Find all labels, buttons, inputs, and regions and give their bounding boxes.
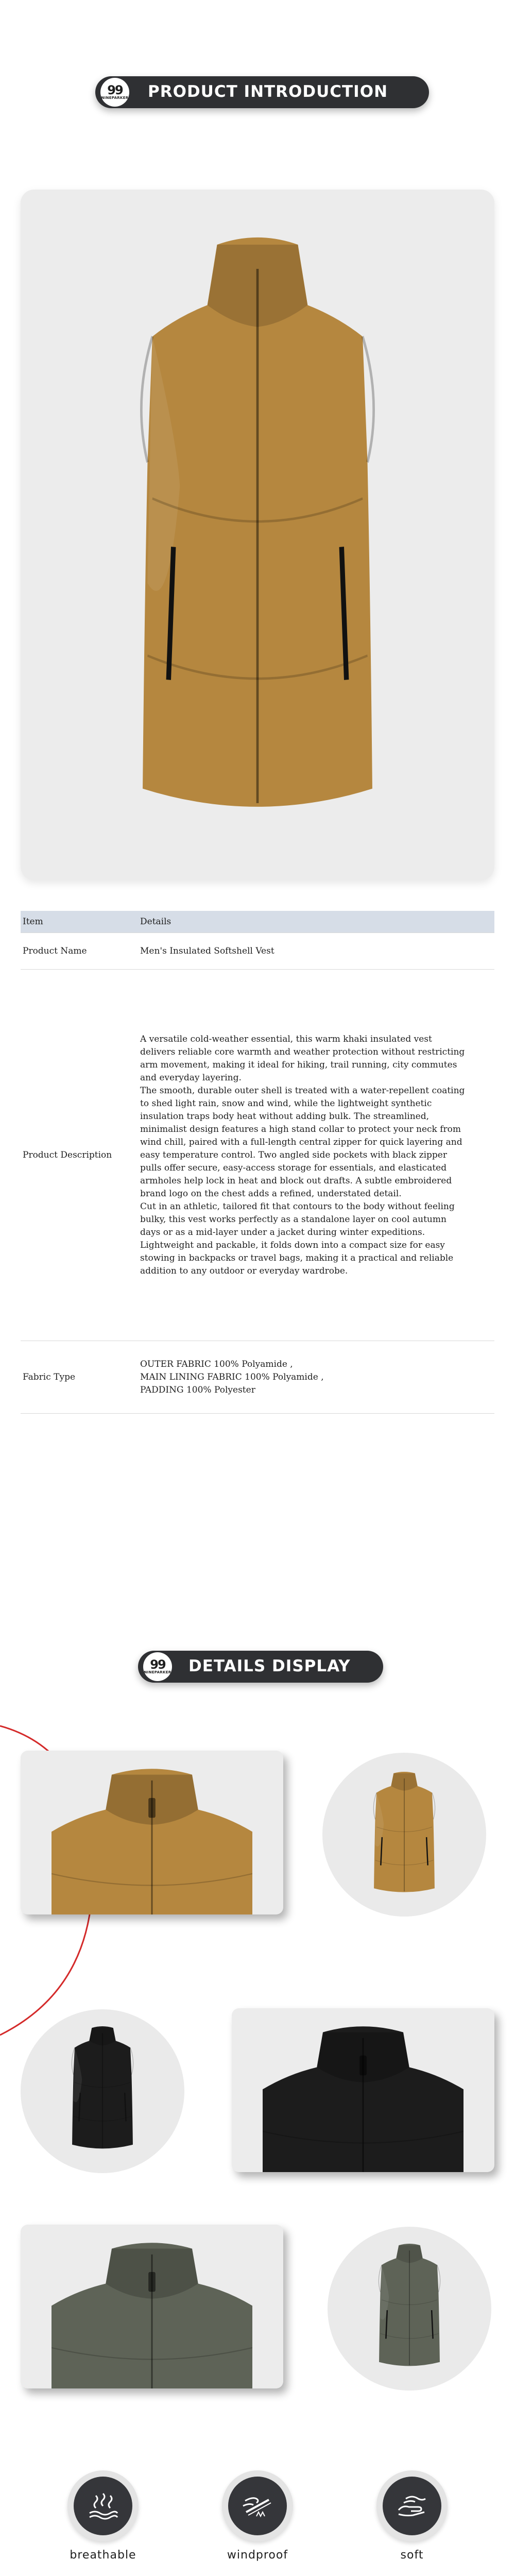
desc-line: easy temperature control. Two angled side pockets with black zipper xyxy=(140,1149,447,1160)
table-row xyxy=(21,1341,494,1414)
desc-line: days or as a mid-layer under a jacket during winter expeditions. xyxy=(140,1227,425,1238)
section-title: PRODUCT INTRODUCTION xyxy=(148,82,388,101)
desc-line: stowing in backpacks or travel bags, making it a practical and reliable xyxy=(140,1252,454,1263)
desc-line: to shed light rain, snow and wind, while the lightweight synthetic xyxy=(140,1098,432,1109)
windproof-icon xyxy=(241,2489,274,2522)
breathable-icon xyxy=(87,2489,119,2522)
brand-logo-word: NINEPARKER xyxy=(101,96,129,100)
section-header-intro xyxy=(95,76,429,108)
brand-logo xyxy=(143,1652,172,1681)
brand-logo xyxy=(100,78,129,107)
table-row xyxy=(21,970,494,1341)
desc-line: and everyday layering. xyxy=(140,1072,242,1083)
section-title: DETAILS DISPLAY xyxy=(188,1657,351,1675)
fabric-line: OUTER FABRIC 100% Polyamide , xyxy=(140,1359,293,1369)
feature-label: soft xyxy=(400,2549,424,2562)
feature-soft xyxy=(355,2470,469,2562)
desc-line: arm movement, making it ideal for hiking, trail running, city commutes xyxy=(140,1059,457,1070)
desc-line: Cut in an athletic, tailored fit that contours to the body without feeling xyxy=(140,1201,455,1212)
brand-logo-number: 99 xyxy=(150,1657,165,1672)
table-header-details: Details xyxy=(138,911,494,933)
feature-windproof xyxy=(201,2470,314,2562)
desc-line: bulky, this vest works perfectly as a standalone layer on cool autumn xyxy=(140,1214,447,1225)
feature-label: windproof xyxy=(227,2549,288,2562)
detail-photo-vest-black xyxy=(21,2009,184,2173)
brand-logo-number: 99 xyxy=(107,83,123,97)
row-key-product-name: Product Name xyxy=(21,933,138,970)
spec-table xyxy=(21,911,494,1414)
desc-line: addition to any outdoor or everyday wardrobe. xyxy=(140,1265,348,1276)
detail-photo-vest-khaki xyxy=(322,1753,486,1917)
detail-photo-collar-black xyxy=(232,2008,494,2172)
table-row xyxy=(21,933,494,970)
desc-line: The smooth, durable outer shell is treated with a water-repellent coating xyxy=(140,1085,465,1096)
fabric-line: PADDING 100% Polyester xyxy=(140,1384,255,1395)
feature-badge xyxy=(222,2470,293,2541)
row-value-description xyxy=(138,970,494,1341)
vest-khaki-image xyxy=(362,1768,447,1901)
desc-line: delivers reliable core warmth and weather protection without restricting xyxy=(140,1046,465,1057)
desc-line: brand logo on the chest adds a refined, understated detail. xyxy=(140,1188,402,1199)
table-header-row xyxy=(21,911,494,933)
desc-line: A versatile cold-weather essential, this warm khaki insulated vest xyxy=(140,1033,432,1044)
desc-line: armholes help lock in heat and block out drafts. A subtle embroidered xyxy=(140,1175,452,1186)
feature-badge xyxy=(67,2470,139,2541)
desc-line: minimalist design features a high stand collar to protect your neck from xyxy=(140,1124,461,1134)
vest-olive-image xyxy=(367,2240,452,2375)
table-header-item: Item xyxy=(21,911,138,933)
row-key-description: Product Description xyxy=(21,970,138,1341)
vest-black-image xyxy=(60,2023,145,2158)
row-value-fabric xyxy=(138,1341,494,1414)
detail-photo-collar-khaki xyxy=(21,1751,283,1914)
soft-icon xyxy=(396,2489,428,2522)
brand-logo-word: NINEPARKER xyxy=(144,1670,171,1674)
hero-product-image xyxy=(21,190,494,880)
fabric-line: MAIN LINING FABRIC 100% Polyamide , xyxy=(140,1371,324,1382)
vest-collar-khaki-image xyxy=(52,1763,252,1914)
desc-line: Lightweight and packable, it folds down into a compact size for easy xyxy=(140,1240,445,1250)
feature-badge xyxy=(376,2470,448,2541)
vest-front-photo xyxy=(96,221,419,849)
desc-line: pulls offer secure, easy-access storage for essentials, and elasticated xyxy=(140,1162,447,1173)
vest-collar-olive-image xyxy=(52,2237,252,2388)
desc-line: wind chill, paired with a full-length central zipper for quick layering and xyxy=(140,1137,462,1147)
row-key-fabric: Fabric Type xyxy=(21,1341,138,1414)
feature-label: breathable xyxy=(70,2549,136,2562)
section-header-details xyxy=(138,1651,383,1683)
desc-line: insulation traps body heat without adding bulk. The streamlined, xyxy=(140,1111,430,1122)
detail-photo-collar-olive xyxy=(21,2225,283,2388)
vest-collar-black-image xyxy=(263,2021,464,2172)
row-value-product-name: Men's Insulated Softshell Vest xyxy=(138,933,494,970)
detail-photo-vest-olive xyxy=(328,2227,491,2391)
feature-breathable xyxy=(46,2470,160,2562)
